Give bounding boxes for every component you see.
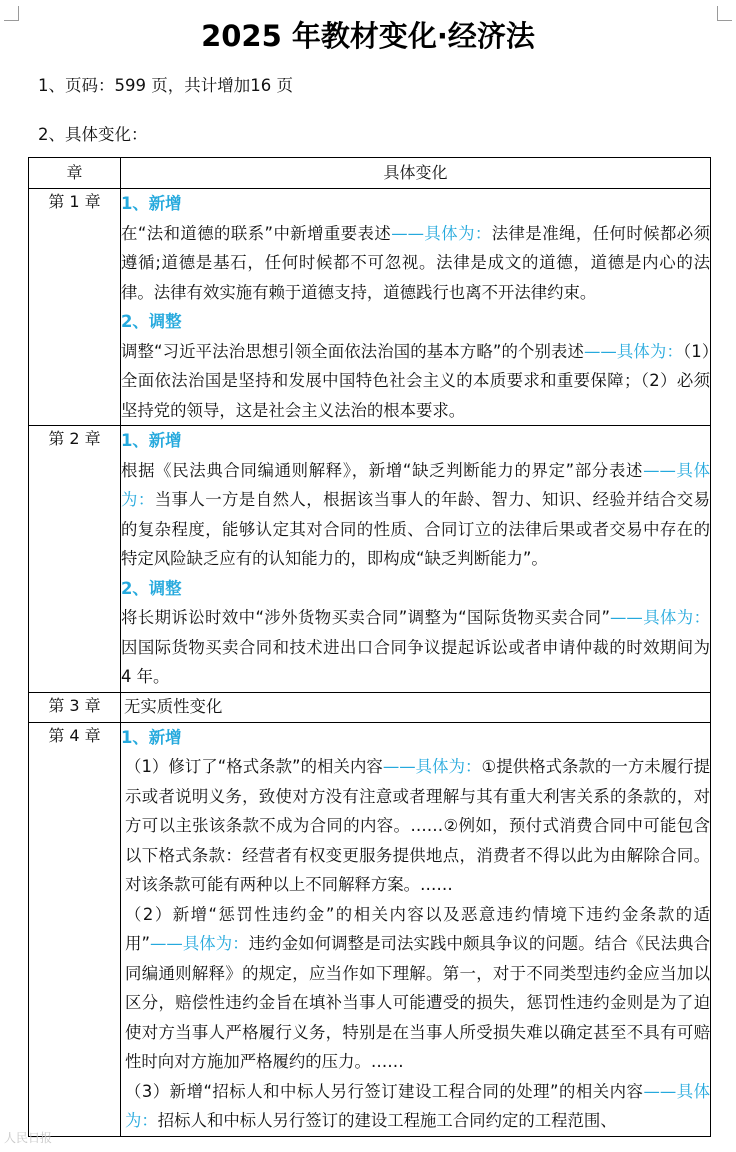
detail-tag: ——具体为： xyxy=(125,1081,710,1130)
no-change-text: 无实质性变化 xyxy=(124,696,223,716)
paragraph-detail: 违约金如何调整是司法实践中颇具争议的问题。结合《民法典合同编通则解释》的规定，应当作如下理解。第一，对于不同类型违约金应当加以区分，赔偿性违约金旨在填补当事人可能遭受的损失，惩罚性违约金则是为了迫使对方当事人严格履行义务，特别是在当事人所受损失难以确定甚至不具有可赔性时向对方施加严格履约的压力。…… xyxy=(125,934,710,1071)
detail-tag: ——具体为： xyxy=(584,341,683,361)
header-chapter: 章 xyxy=(29,158,121,189)
table-row xyxy=(29,426,711,693)
section-heading: 1、新增 xyxy=(121,431,182,450)
change-paragraph xyxy=(121,900,710,1077)
detail-tag: ——具体为： xyxy=(149,934,249,953)
detail-tag: ——具体为： xyxy=(610,608,711,627)
page-title: 2025 年教材变化·经济法 xyxy=(201,19,535,53)
paragraph-detail: 招标人和中标人另行签订的建设工程施工合同约定的工程范围、 xyxy=(157,1111,617,1130)
page-count-line: 1、页码：599 页，共计增加16 页 xyxy=(38,76,293,95)
change-paragraph xyxy=(121,603,710,692)
paragraph-text: 调整“习近平法治思想引领全面依法治国的基本方略”的个别表述 xyxy=(121,341,585,361)
change-paragraph xyxy=(121,219,710,308)
chapter-cell: 第 4 章 xyxy=(29,722,121,1136)
paragraph-detail: 因国际货物买卖合同和技术进出口合同争议提起诉讼或者申请仲裁的时效期间为 4 年。 xyxy=(121,637,710,686)
table-header-row xyxy=(29,158,711,189)
table-row xyxy=(29,692,711,722)
table-row xyxy=(29,189,711,426)
change-cell xyxy=(121,426,711,693)
chapter-cell: 第 1 章 xyxy=(29,189,121,426)
paragraph-detail: （1）全面依法治国是坚持和发展中国特色社会主义的本质要求和重要保障；（2）必须坚持党的领导，这是社会主义法治的根本要求。 xyxy=(121,341,711,420)
section-heading: 2、调整 xyxy=(121,312,182,331)
detail-tag: ——具体为： xyxy=(382,757,482,776)
change-paragraph xyxy=(121,1077,710,1136)
chapter-cell: 第 2 章 xyxy=(29,426,121,693)
detail-tag: ——具体为： xyxy=(391,223,492,243)
section-heading: 1、新增 xyxy=(121,727,182,747)
header-change: 具体变化 xyxy=(121,158,711,189)
paragraph-text: 根据《民法典合同编通则解释》，新增“缺乏判断能力的界定”部分表述 xyxy=(121,460,644,480)
change-cell xyxy=(121,692,711,722)
section-heading: 1、新增 xyxy=(121,194,182,213)
change-cell xyxy=(121,722,711,1136)
changes-intro-line: 2、具体变化： xyxy=(38,125,148,144)
paragraph-detail: ①提供格式条款的一方未履行提示或者说明义务，致使对方没有注意或者理解与其有重大利害关系的条款的，对方可以主张该条款不成为合同的内容。……②例如，预付式消费合同中可能包含以下格式条款：经营者有权变更服务提供地点，消费者不得以此为由解除合同。对该条款可能有两种以上不同解释方案。…… xyxy=(125,757,710,894)
watermark-badge: 人民日报 xyxy=(4,1131,53,1145)
section-heading: 2、调整 xyxy=(121,578,182,598)
detail-tag: ——具体为： xyxy=(121,460,711,509)
paragraph-text: （2）新增“惩罚性违约金”的相关内容以及恶意违约情境下违约金条款的适用” xyxy=(125,904,710,953)
table-row xyxy=(29,722,711,1136)
paragraph-detail: 法律是准绳，任何时候都必须遵循;道德是基石，任何时候都不可忽视。法律是成文的道德，道德是内心的法律。法律有效实施有赖于道德支持，道德践行也离不开法律约束。 xyxy=(121,223,711,302)
change-paragraph xyxy=(121,337,710,426)
change-paragraph xyxy=(121,456,710,574)
paragraph-text: （1）修订了“格式条款”的相关内容 xyxy=(125,757,383,776)
change-paragraph xyxy=(121,752,710,900)
chapter-cell: 第 3 章 xyxy=(29,692,121,722)
changes-table xyxy=(28,157,711,1137)
paragraph-text: （3）新增“招标人和中标人另行签订建设工程合同的处理”的相关内容 xyxy=(125,1081,644,1101)
paragraph-text: 将长期诉讼时效中“涉外货物买卖合同”调整为“国际货物买卖合同” xyxy=(121,608,610,627)
paragraph-text: 在“法和道德的联系”中新增重要表述 xyxy=(121,223,392,243)
paragraph-detail: 当事人一方是自然人，根据该当事人的年龄、智力、知识、经验并结合交易的复杂程度，能够认定其对合同的性质、合同订立的法律后果或者交易中存在的特定风险缺乏应有的认知能力的，即构成“缺乏判断能力”。 xyxy=(121,490,711,568)
change-cell xyxy=(121,189,711,426)
